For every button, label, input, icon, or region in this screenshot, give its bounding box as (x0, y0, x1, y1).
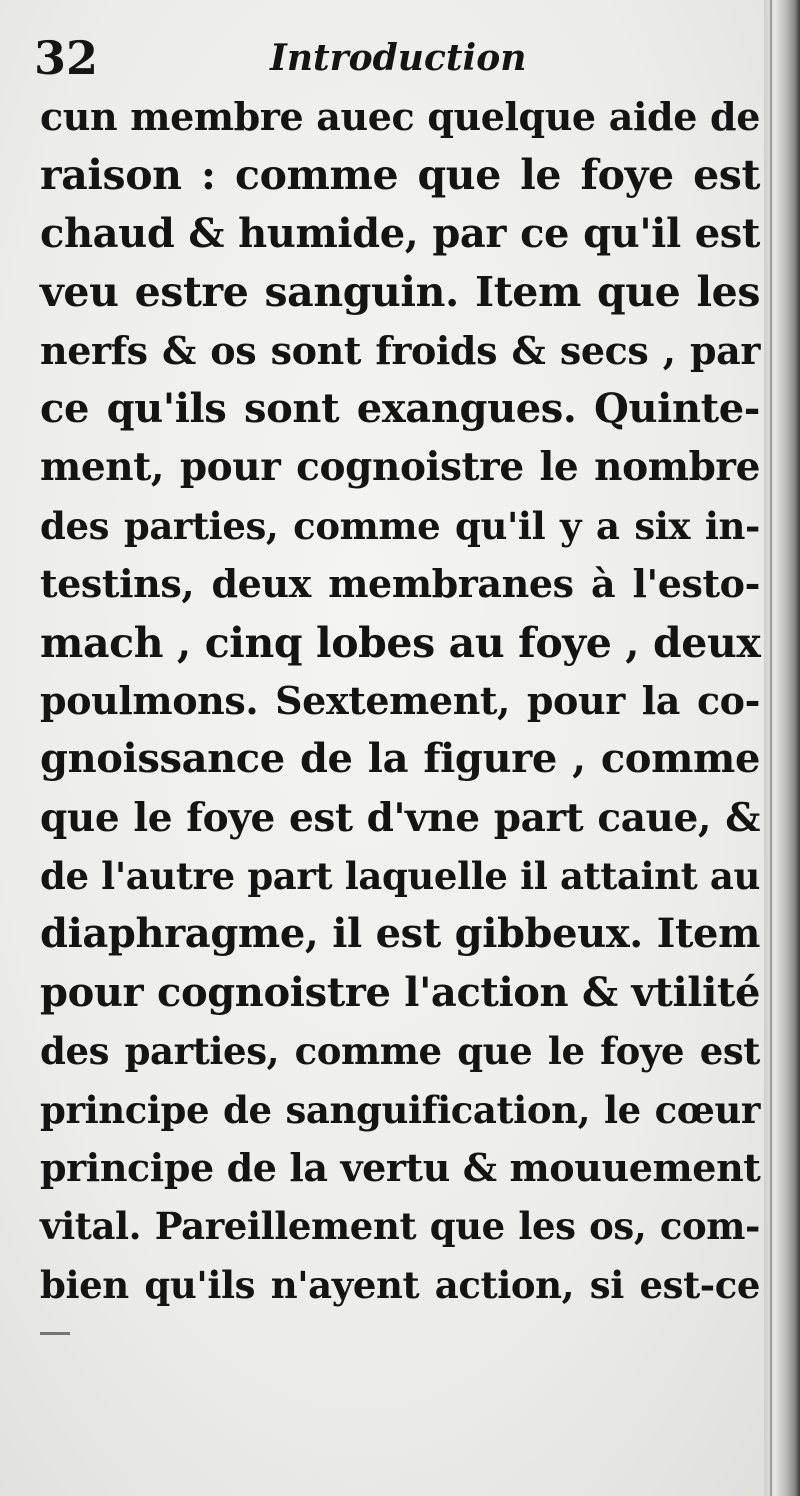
text-line: des parties, comme qu'il y a six in- (40, 503, 760, 548)
text-line: testins, deux membranes à l'esto- (40, 561, 760, 607)
page-edge (764, 0, 800, 1496)
text-line: ce qu'ils sont exangues. Quinte- (40, 384, 760, 432)
text-line: cun membre auec quelque aide de (40, 94, 760, 139)
text-line: ment, pour cognoistre le nombre (40, 444, 760, 491)
text-line: gnoissance de la figure , comme (40, 735, 760, 783)
text-line: bien qu'ils n'ayent action, si est-ce (40, 1262, 760, 1307)
text-line: nerfs & os sont froids & secs , par (40, 327, 760, 373)
text-line: principe de la vertu & mouuement (40, 1145, 761, 1191)
text-line: diaphragme, il est gibbeux. Item (40, 910, 760, 958)
text-line: mach , cinq lobes au foye , deux (40, 618, 761, 667)
page-number: 32 (34, 31, 99, 85)
text-line: des parties, comme que le foye est (40, 1029, 760, 1074)
page-header (34, 28, 734, 88)
text-line: principe de sanguification, le cœur (40, 1087, 760, 1132)
text-line: que le foye est d'vne part caue, & (40, 794, 760, 841)
text-line: veu estre sanguin. Item que les (40, 268, 760, 317)
body-text (40, 88, 760, 1314)
text-line: poulmons. Sextement, pour la co- (40, 677, 760, 723)
text-line: de l'autre part laquelle il attaint au (40, 854, 760, 899)
text-line: pour cognoistre l'action & vtilité (40, 968, 760, 1016)
ink-smudge (40, 1332, 70, 1335)
text-line: vital. Pareillement que les os, com- (40, 1204, 760, 1249)
text-line: chaud & humide, par ce qu'il est (40, 209, 760, 257)
text-line: raison : comme que le foye est (40, 151, 760, 200)
running-head: Introduction (270, 37, 527, 79)
